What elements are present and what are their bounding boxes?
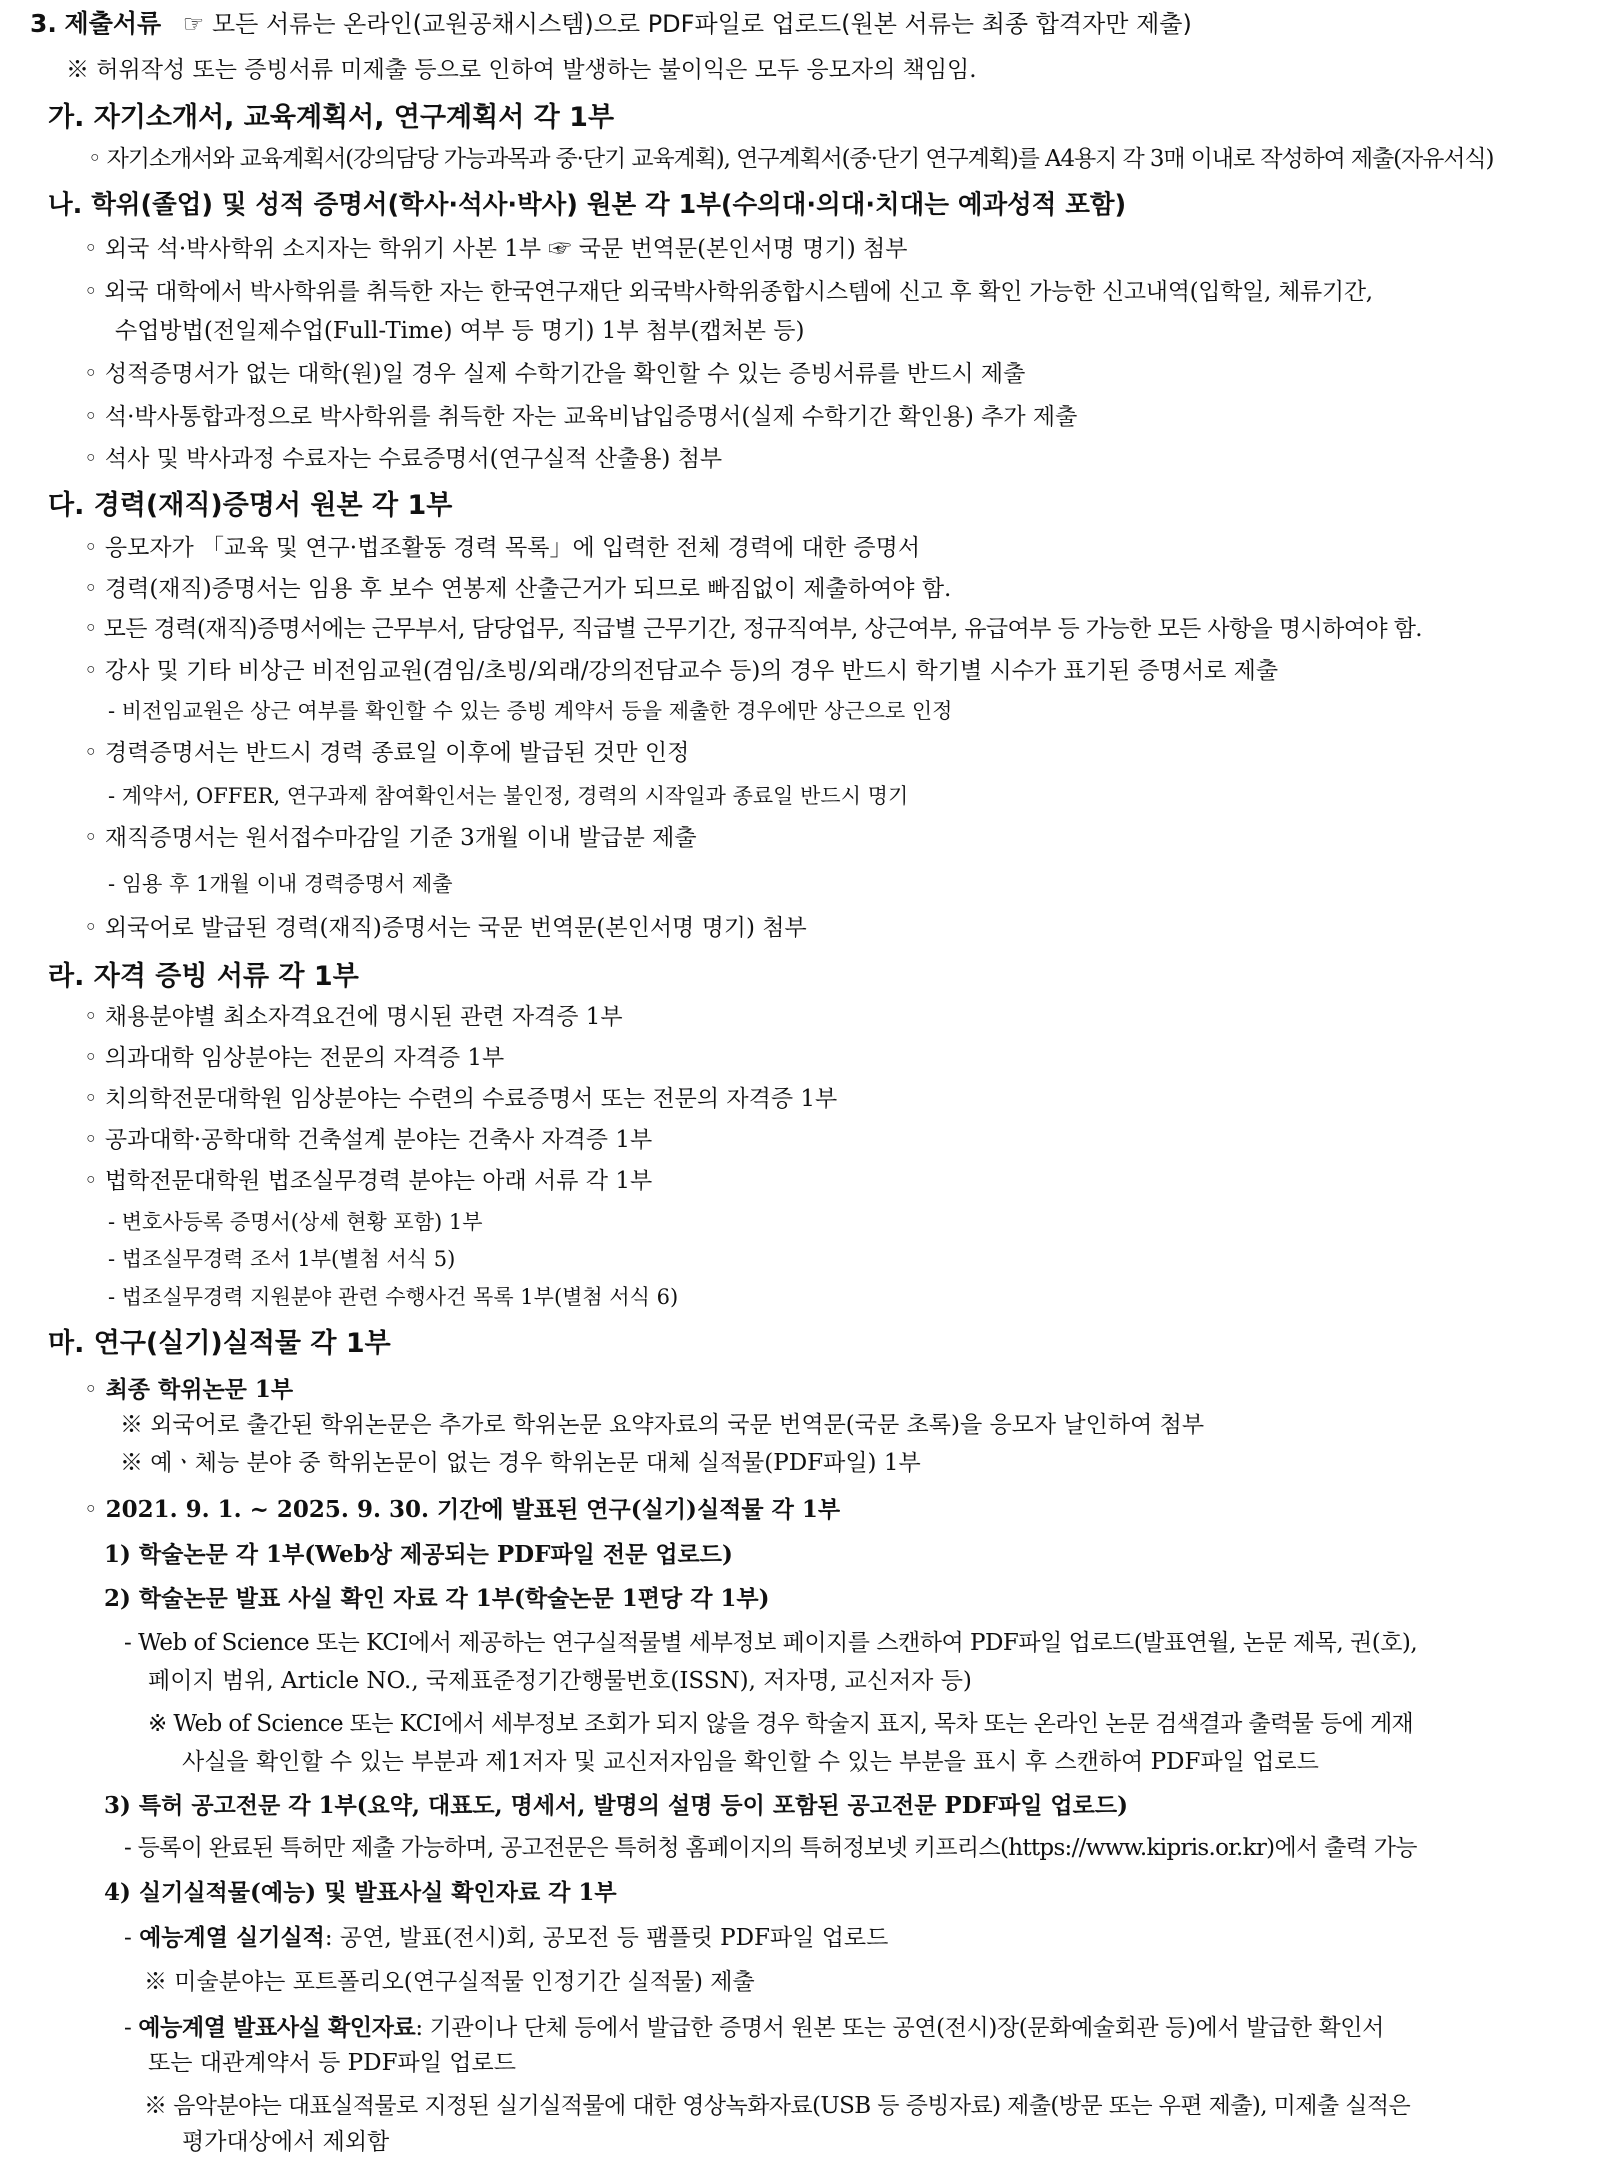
ma-item-2-note: ※ Web of Science 또는 KCI에서 세부정보 조회가 되지 않을 경우 학술지 표지, 목차 또는 온라인 논문 검색결과 출력물 등에 게재 [148, 1711, 1414, 1737]
ma-note-1: ※ 외국어로 출간된 학위논문은 추가로 학위논문 요약자료의 국문 번역문(국문 초록)을 응모자 날인하여 첨부 [120, 1412, 1205, 1438]
na-bullet-1: ◦ 외국 석·박사학위 소지자는 학위기 사본 1부 ☞ 국문 번역문(본인서명 명기) 첨부 [84, 236, 908, 262]
section-note: 모든 서류는 온라인(교원공채시스템)으로 PDF파일로 업로드(원본 서류는 최종 합격자만 제출) [211, 10, 1192, 38]
ma-item-4-detail-1 [124, 1924, 888, 1953]
da-bullet-4: ◦ 강사 및 기타 비상근 비전임교원(겸임/초빙/외래/강의전담교수 등)의 경우 반드시 학기별 시수가 표기된 증명서로 제출 [84, 658, 1279, 684]
da-bullet-4-detail: - 비전임교원은 상근 여부를 확인할 수 있는 증빙 계약서 등을 제출한 경우에만 상근으로 인정 [108, 699, 953, 723]
pointing-hand-icon: ☞ [182, 10, 205, 38]
ma-item-4: 4) 실기실적물(예능) 및 발표사실 확인자료 각 1부 [104, 1879, 617, 1906]
subsection-ra-heading: 라. 자격 증빙 서류 각 1부 [48, 961, 359, 992]
ra-detail-1: - 변호사등록 증명서(상세 현황 포함) 1부 [108, 1210, 483, 1234]
subsection-na-heading: 나. 학위(졸업) 및 성적 증명서(학사·석사·박사) 원본 각 1부(수의대·의대·치대는 예과성적 포함) [48, 190, 1127, 220]
ra-bullet-4: ◦ 공과대학·공학대학 건축설계 분야는 건축사 자격증 1부 [84, 1127, 653, 1153]
detail-label: 예능계열 발표사실 확인자료 [138, 2014, 416, 2041]
ma-item-4-detail-2-cont: 또는 대관계약서 등 PDF파일 업로드 [148, 2050, 516, 2076]
ma-item-4-detail-2 [124, 2014, 1384, 2043]
ma-bullet-1: ◦ 최종 학위논문 1부 [84, 1376, 294, 1403]
ma-item-4-note-1: ※ 미술분야는 포트폴리오(연구실적물 인정기간 실적물) 제출 [144, 1969, 755, 1995]
detail-text: : 공연, 발표(전시)회, 공모전 등 팸플릿 PDF파일 업로드 [324, 1925, 889, 1951]
section-title [30, 9, 1192, 39]
ga-bullet: ◦ 자기소개서와 교육계획서(강의담당 가능과목과 중·단기 교육계획), 연구계획서(중·단기 연구계획)를 A4용지 각 3매 이내로 작성하여 제출(자유서식) [88, 146, 1494, 172]
section-number: 3. [30, 9, 57, 38]
na-bullet-2: ◦ 외국 대학에서 박사학위를 취득한 자는 한국연구재단 외국박사학위종합시스템에 신고 후 확인 가능한 신고내역(입학일, 체류기간, [84, 279, 1373, 305]
subsection-ma-heading: 마. 연구(실기)실적물 각 1부 [48, 1328, 391, 1359]
section-heading: 제출서류 [64, 9, 162, 38]
da-bullet-5: ◦ 경력증명서는 반드시 경력 종료일 이후에 발급된 것만 인정 [84, 740, 690, 766]
ma-item-1: 1) 학술논문 각 1부(Web상 제공되는 PDF파일 전문 업로드) [104, 1541, 733, 1568]
ma-item-2-note-cont: 사실을 확인할 수 있는 부분과 제1저자 및 교신저자임을 확인할 수 있는 부분을 표시 후 스캔하여 PDF파일 업로드 [182, 1749, 1319, 1775]
ra-bullet-2: ◦ 의과대학 임상분야는 전문의 자격증 1부 [84, 1045, 505, 1071]
ma-item-3: 3) 특허 공고전문 각 1부(요약, 대표도, 명세서, 발명의 설명 등이 포함된 공고전문 PDF파일 업로드) [104, 1792, 1128, 1819]
da-bullet-7: ◦ 외국어로 발급된 경력(재직)증명서는 국문 번역문(본인서명 명기) 첨부 [84, 915, 807, 941]
na-bullet-5: ◦ 석사 및 박사과정 수료자는 수료증명서(연구실적 산출용) 첨부 [84, 446, 723, 472]
ma-item-2-detail: - Web of Science 또는 KCI에서 제공하는 연구실적물별 세부정보 페이지를 스캔하여 PDF파일 업로드(발표연월, 논문 제목, 권(호), [124, 1630, 1418, 1656]
ra-bullet-1: ◦ 채용분야별 최소자격요건에 명시된 관련 자격증 1부 [84, 1004, 623, 1030]
da-bullet-6-detail: - 임용 후 1개월 이내 경력증명서 제출 [108, 872, 453, 896]
da-bullet-1: ◦ 응모자가 「교육 및 연구·법조활동 경력 목록」에 입력한 전체 경력에 대한 증명서 [84, 535, 921, 561]
da-bullet-2: ◦ 경력(재직)증명서는 임용 후 보수 연봉제 산출근거가 되므로 빠짐없이 제출하여야 함. [84, 576, 952, 602]
na-bullet-3: ◦ 성적증명서가 없는 대학(원)일 경우 실제 수학기간을 확인할 수 있는 증빙서류를 반드시 제출 [84, 361, 1026, 387]
ma-item-4-note-2-cont: 평가대상에서 제외함 [182, 2129, 390, 2155]
ma-bullet-2: ◦ 2021. 9. 1. ~ 2025. 9. 30. 기간에 발표된 연구(실기)실적물 각 1부 [84, 1496, 841, 1523]
detail-text: : 기관이나 단체 등에서 발급한 증명서 원본 또는 공연(전시)장(문화예술회관 등)에서 발급한 확인서 [415, 2015, 1384, 2041]
ma-item-2-detail-cont: 페이지 범위, Article NO., 국제표준정기간행물번호(ISSN), 저자명, 교신저자 등) [148, 1668, 972, 1694]
ra-detail-3: - 법조실무경력 지원분야 관련 수행사건 목록 1부(별첨 서식 6) [108, 1285, 679, 1309]
da-bullet-6: ◦ 재직증명서는 원서접수마감일 기준 3개월 이내 발급분 제출 [84, 825, 697, 851]
dash: - [124, 1925, 140, 1951]
na-bullet-2-cont: 수업방법(전일제수업(Full-Time) 여부 등 명기) 1부 첨부(캡처본 등) [115, 318, 805, 344]
subsection-da-heading: 다. 경력(재직)증명서 원본 각 1부 [48, 490, 453, 521]
ma-item-4-note-2: ※ 음악분야는 대표실적물로 지정된 실기실적물에 대한 영상녹화자료(USB 등 증빙자료) 제출(방문 또는 우편 제출), 미제출 실적은 [144, 2093, 1411, 2119]
ra-detail-2: - 법조실무경력 조서 1부(별첨 서식 5) [108, 1247, 456, 1271]
ma-item-2: 2) 학술논문 발표 사실 확인 자료 각 1부(학술논문 1편당 각 1부) [104, 1585, 770, 1612]
ra-bullet-5: ◦ 법학전문대학원 법조실무경력 분야는 아래 서류 각 1부 [84, 1168, 653, 1194]
warning-note: ※ 허위작성 또는 증빙서류 미제출 등으로 인하여 발생하는 불이익은 모두 응모자의 책임임. [66, 57, 977, 83]
detail-label: 예능계열 실기실적 [139, 1924, 325, 1951]
subsection-ga-heading: 가. 자기소개서, 교육계획서, 연구계획서 각 1부 [48, 102, 615, 133]
ma-item-3-detail: - 등록이 완료된 특허만 제출 가능하며, 공고전문은 특허청 홈페이지의 특허정보넷 키프리스(https://www.kipris.or.kr)에서 출력 가능 [124, 1835, 1417, 1861]
na-bullet-4: ◦ 석·박사통합과정으로 박사학위를 취득한 자는 교육비납입증명서(실제 수학기간 확인용) 추가 제출 [84, 404, 1078, 430]
da-bullet-3: ◦ 모든 경력(재직)증명서에는 근무부서, 담당업무, 직급별 근무기간, 정규직여부, 상근여부, 유급여부 등 가능한 모든 사항을 명시하여야 함. [84, 616, 1423, 642]
ma-note-2: ※ 예ㆍ체능 분야 중 학위논문이 없는 경우 학위논문 대체 실적물(PDF파일) 1부 [120, 1450, 921, 1476]
ra-bullet-3: ◦ 치의학전문대학원 임상분야는 수련의 수료증명서 또는 전문의 자격증 1부 [84, 1086, 838, 1112]
da-bullet-5-detail: - 계약서, OFFER, 연구과제 참여확인서는 불인정, 경력의 시작일과 종료일 반드시 명기 [108, 784, 909, 808]
dash: - [124, 2015, 139, 2041]
